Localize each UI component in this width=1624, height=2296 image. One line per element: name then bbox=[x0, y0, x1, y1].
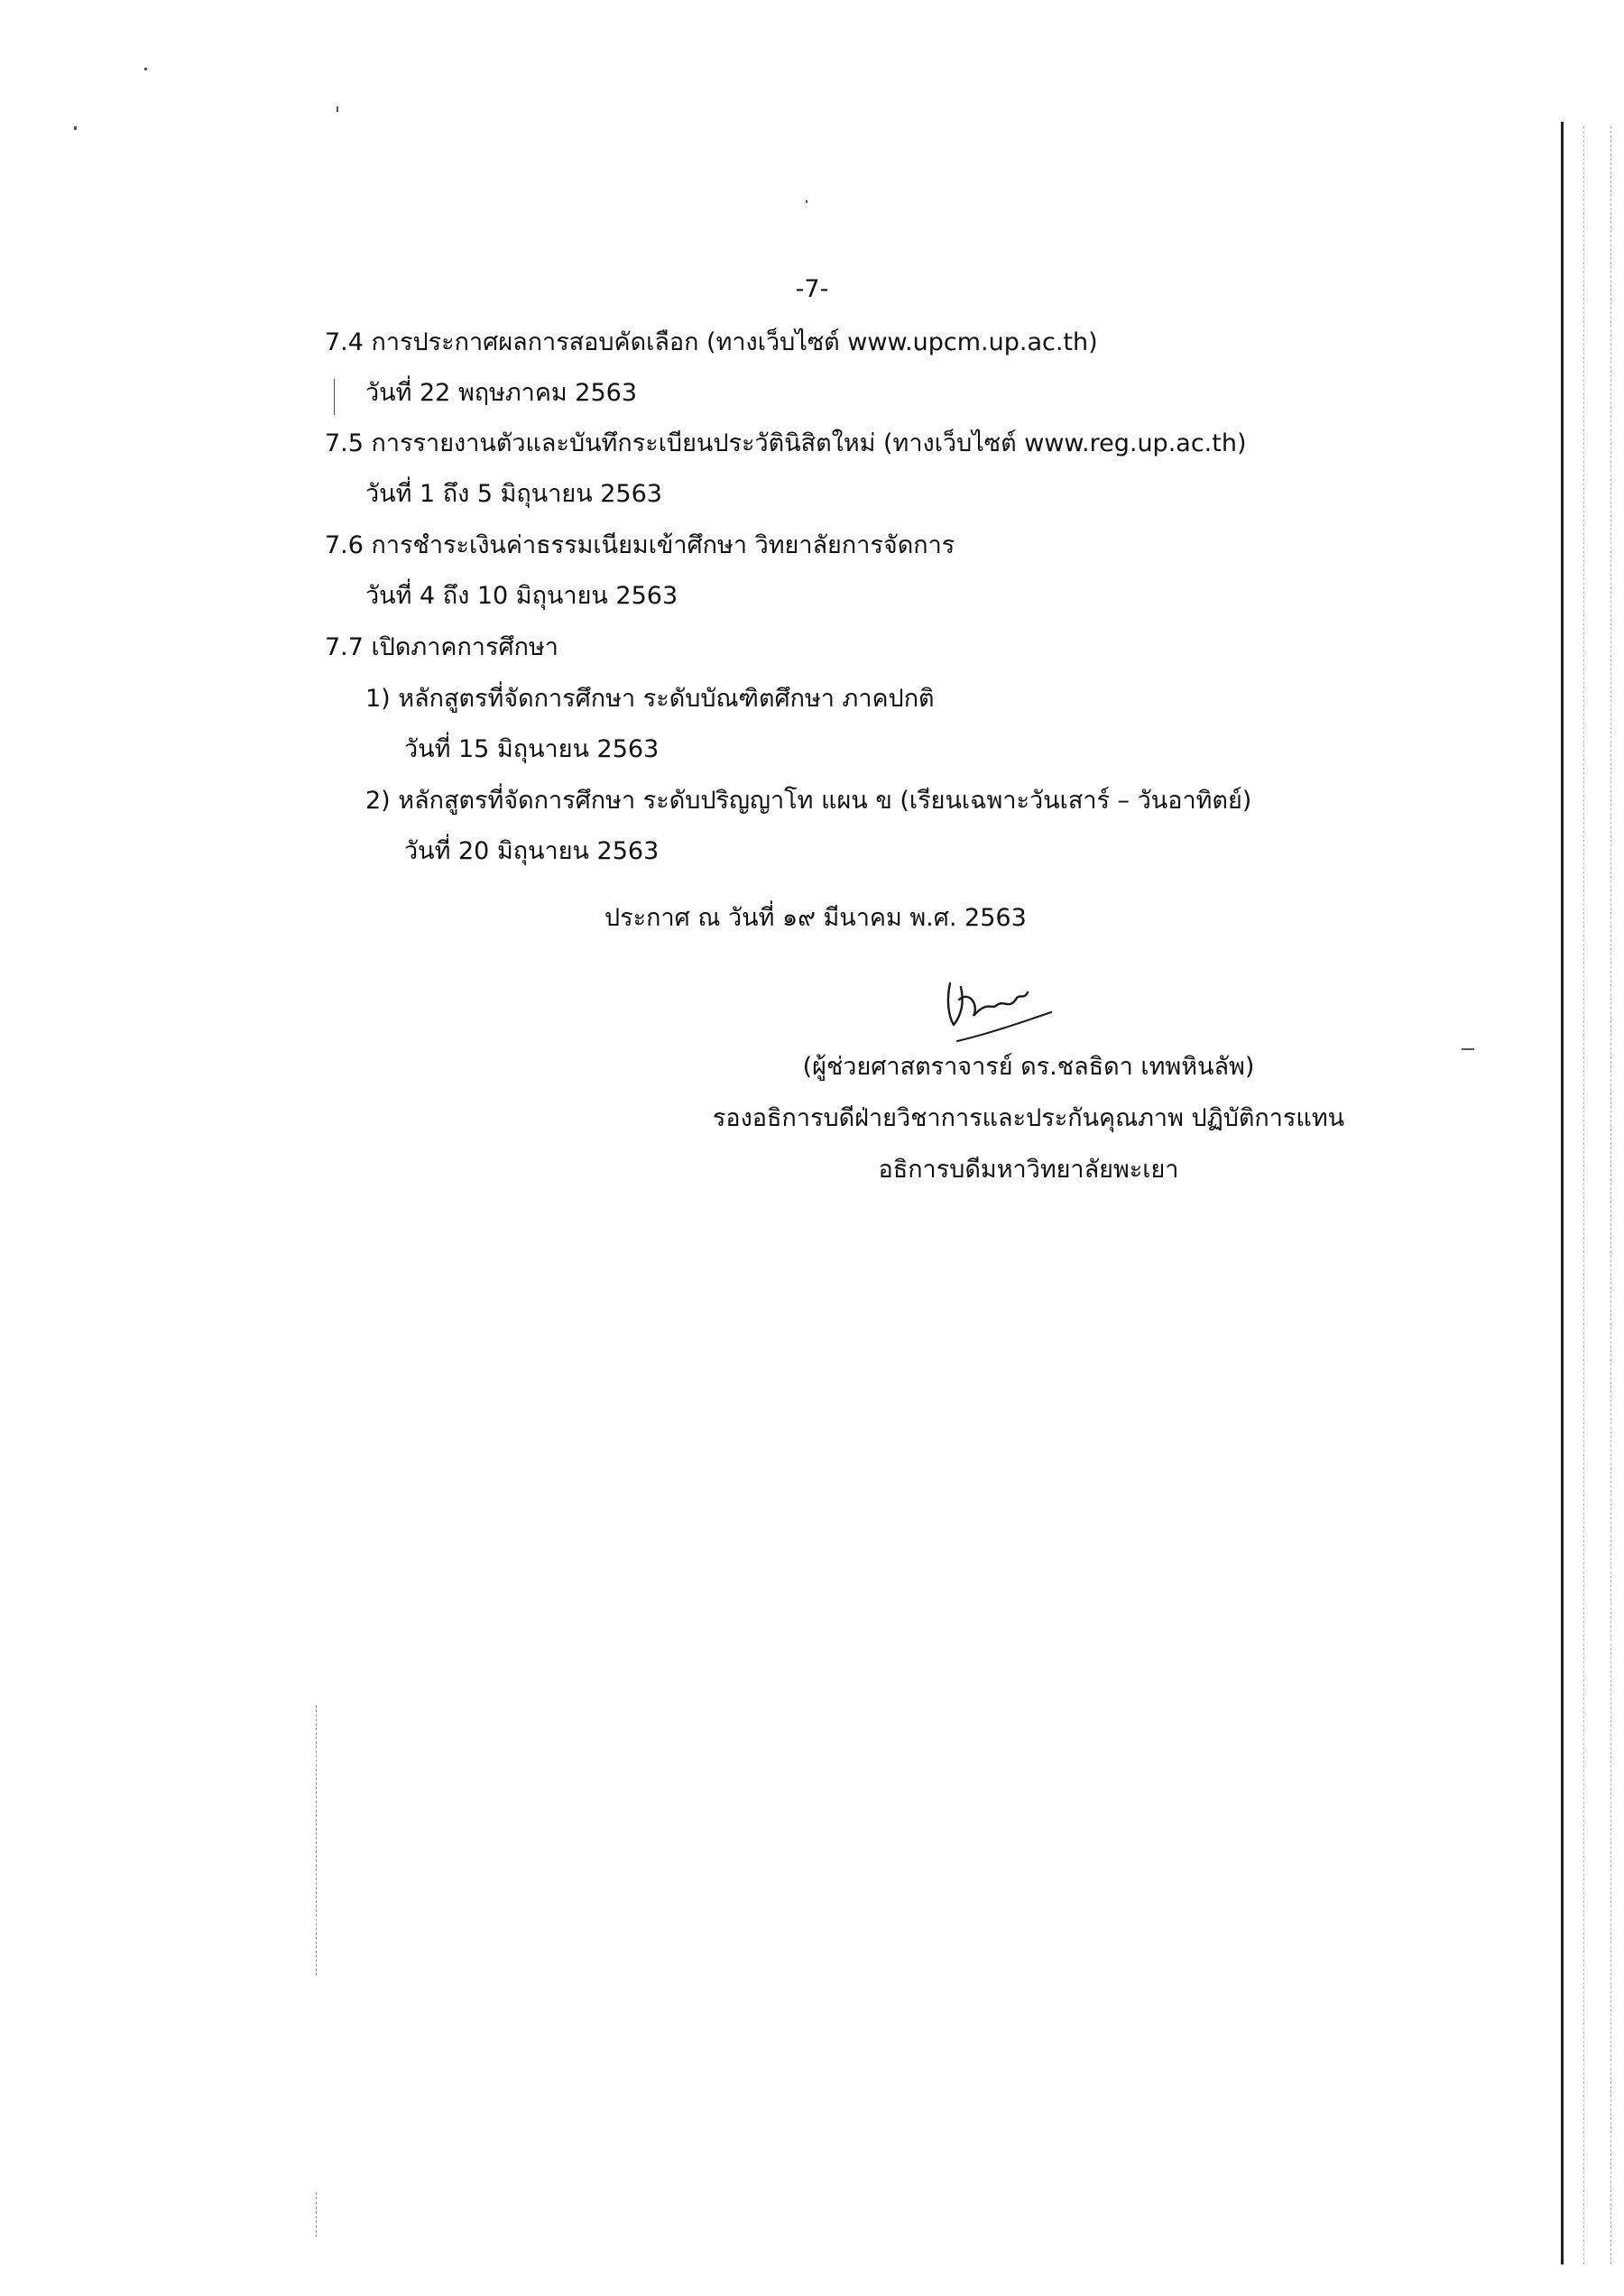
scan-edge-line bbox=[1561, 122, 1564, 2264]
subitem-2-text: 2) หลักสูตรที่จัดการศึกษา ระดับปริญญาโท แผน ข (เรียนเฉพาะวันเสาร์ – วันอาทิตย์) bbox=[365, 787, 1252, 815]
scan-speck bbox=[144, 68, 147, 70]
scan-speck bbox=[334, 379, 335, 415]
scan-edge-dashes-2 bbox=[1610, 126, 1612, 2264]
subitem-2-date: วันที่ 20 มิถุนายน 2563 bbox=[404, 837, 660, 865]
item-heading-7-6: 7.6 การชำระเงินค่าธรรมเนียมเข้าศึกษา วิทยาลัยการจัดการ bbox=[325, 531, 955, 559]
scan-speck bbox=[806, 200, 807, 203]
scan-margin-dashes bbox=[316, 1705, 318, 1976]
subitem-1-date: วันที่ 15 มิถุนายน 2563 bbox=[404, 735, 660, 763]
item-date-7-6: วันที่ 4 ถึง 10 มิถุนายน 2563 bbox=[365, 582, 678, 610]
signatory-position-1: รองอธิการบดีฝ่ายวิชาการและประกันคุณภาพ ปฏิบัติการแทน bbox=[712, 1104, 1345, 1132]
scan-speck bbox=[74, 126, 77, 130]
scan-speck bbox=[337, 106, 338, 112]
signatory-name: (ผู้ช่วยศาสตราจารย์ ดร.ชลธิดา เทพหินลัพ) bbox=[802, 1053, 1255, 1081]
item-heading-7-5: 7.5 การรายงานตัวและบันทึกระเบียนประวัตินิสิตใหม่ (ทางเว็บไซต์ www.reg.up.ac.th) bbox=[325, 429, 1247, 457]
item-date-7-5: วันที่ 1 ถึง 5 มิถุนายน 2563 bbox=[365, 480, 662, 508]
page-number: -7- bbox=[795, 275, 829, 303]
item-date-7-4: วันที่ 22 พฤษภาคม 2563 bbox=[365, 379, 637, 407]
subitem-1-text: 1) หลักสูตรที่จัดการศึกษา ระดับบัณฑิตศึกษา ภาคปกติ bbox=[365, 685, 935, 713]
handwritten-signature bbox=[934, 964, 1069, 1045]
item-heading-7-4: 7.4 การประกาศผลการสอบคัดเลือก (ทางเว็บไซต์ www.upcm.up.ac.th) bbox=[325, 328, 1098, 356]
scan-edge-dashes bbox=[1583, 126, 1585, 2264]
scan-margin-dashes bbox=[316, 2192, 318, 2237]
announcement-date: ประกาศ ณ วันที่ ๑๙ มีนาคม พ.ศ. 2563 bbox=[604, 904, 1027, 932]
signatory-position-2: อธิการบดีมหาวิทยาลัยพะเยา bbox=[878, 1156, 1179, 1184]
item-heading-7-7: 7.7 เปิดภาคการศึกษา bbox=[325, 633, 558, 661]
scan-speck bbox=[1462, 1048, 1474, 1050]
